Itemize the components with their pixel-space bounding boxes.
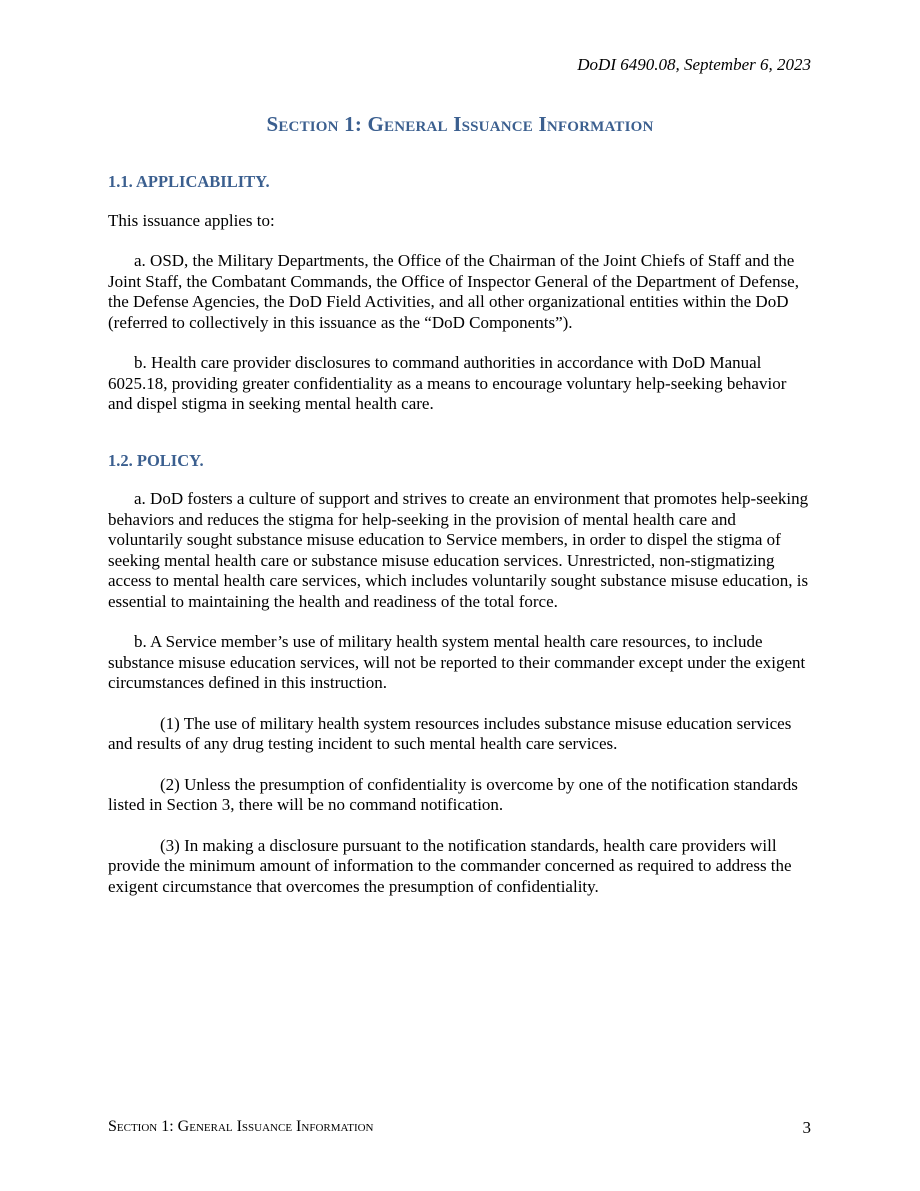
policy-subitem-1: (1) The use of military health system resources includes substance misuse education services and results of any drug testing incident to such mental health care services.	[108, 713, 792, 753]
footer-section-label: Section 1: General Issuance Information	[108, 1118, 374, 1135]
policy-item-a: a. DoD fosters a culture of support and strives to create an environment that promotes help-seeking behaviors and reduces the stigma for help-seeking in the provision of mental health care and voluntarily sought substance misuse education to Service members, in order to dispel the stigma of seeking mental health care or substance misuse education services. Unrestricted, non-stigmatizing access to mental health care services, which includes voluntarily sought substance misuse education, is essential to maintaining the health and readiness of the total force.	[108, 489, 809, 611]
policy-item-b: b. A Service member’s use of military health system mental health care resources, to include substance misuse education services, will not be reported to their commander except under the exigent circumstances defined in this instruction.	[108, 632, 806, 692]
page-number: 3	[802, 1118, 811, 1137]
document-reference: DoDI 6490.08, September 6, 2023	[577, 55, 811, 74]
policy-subitem-2: (2) Unless the presumption of confidentiality is overcome by one of the notification standards listed in Section 3, there will be no command notification.	[108, 774, 798, 814]
document-body	[108, 172, 814, 897]
section-title: Section 1: General Issuance Information	[266, 112, 654, 136]
policy-subitem-3: (3) In making a disclosure pursuant to the notification standards, health care providers will provide the minimum amount of information to the commander concerned as required to address the exigent circumstance that overcomes the presumption of confidentiality.	[108, 835, 792, 896]
applicability-heading: 1.1. APPLICABILITY.	[108, 172, 270, 191]
applicability-intro: This issuance applies to:	[108, 210, 275, 230]
applicability-item-b: b. Health care provider disclosures to command authorities in accordance with DoD Manual 6025.18, providing greater confidentiality as a means to encourage voluntary help-seeking behavior and dispel stigma in seeking mental health care.	[108, 353, 787, 413]
applicability-item-a: a. OSD, the Military Departments, the Office of the Chairman of the Joint Chiefs of Staff and the Joint Staff, the Combatant Commands, the Office of Inspector General of the Department of Defense, the Defense Agencies, the DoD Field Activities, and all other organizational entities within the DoD (referred to collectively in this issuance as the “DoD Components”).	[108, 251, 799, 332]
policy-heading: 1.2. POLICY.	[108, 450, 204, 470]
